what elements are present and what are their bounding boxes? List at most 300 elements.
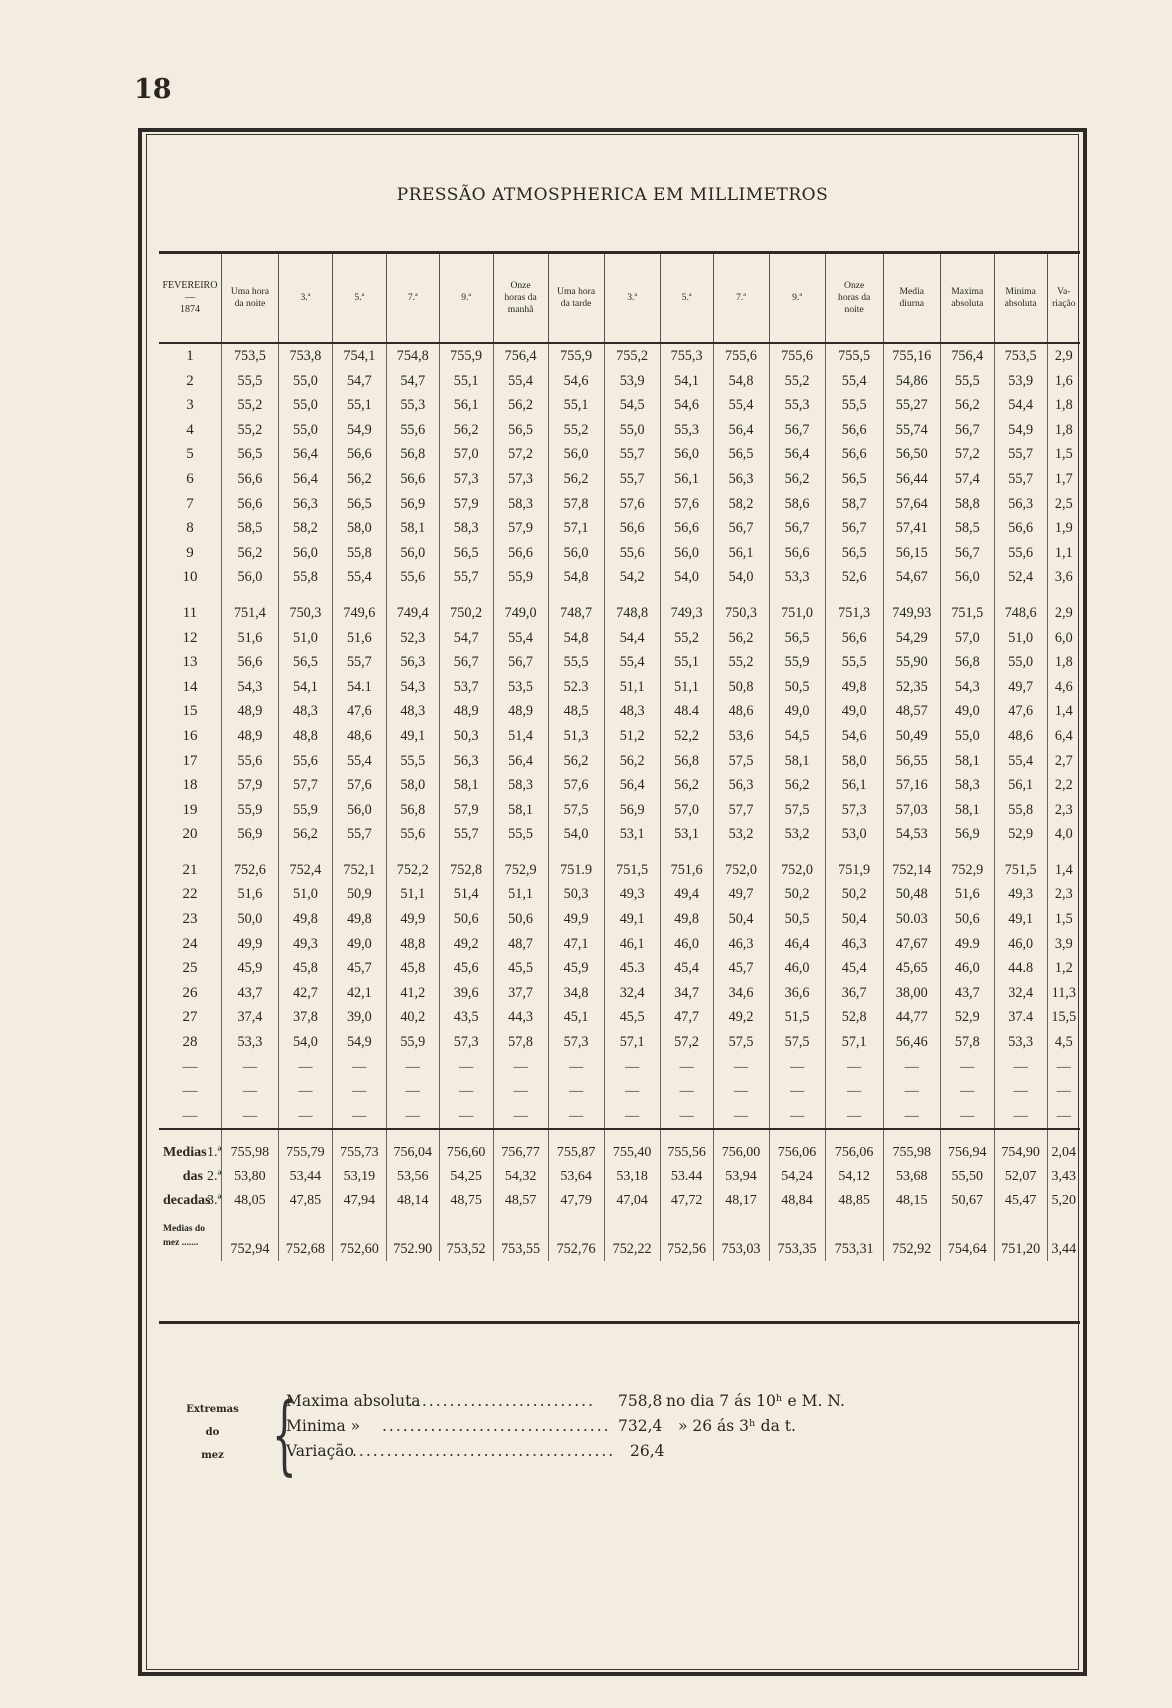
day-row (159, 773, 1080, 798)
spacer-cell (386, 1129, 439, 1141)
pressure-value: 49,9 (221, 932, 278, 957)
spacer-cell (994, 1129, 1047, 1141)
pressure-value: 2,9 (1047, 343, 1080, 369)
header-col: Uma hora da tarde (548, 254, 604, 343)
pressure-value: 57,2 (940, 442, 994, 467)
pressure-value: 58,3 (493, 492, 548, 517)
spacer-cell (940, 847, 994, 858)
pressure-value: 57,8 (493, 1030, 548, 1055)
pressure-value: 56,3 (278, 492, 332, 517)
pressure-value: 57,6 (548, 773, 604, 798)
spacer-cell (883, 590, 940, 601)
pressure-value: 56,7 (713, 516, 769, 541)
pressure-value: 56,4 (278, 442, 332, 467)
decade-mean-label (159, 1165, 221, 1189)
pressure-value: 49,0 (940, 699, 994, 724)
pressure-value: 52,4 (994, 565, 1047, 590)
pressure-value: 54,0 (548, 822, 604, 847)
pressure-value: 56,0 (548, 442, 604, 467)
pressure-value: 48,6 (332, 724, 386, 749)
month-mean-value: 752,68 (278, 1213, 332, 1261)
pressure-value: 55,5 (493, 822, 548, 847)
dash-cell: — (825, 1104, 883, 1130)
pressure-value: 56,2 (221, 541, 278, 566)
pressure-value: 37,8 (278, 1005, 332, 1030)
spacer-cell (332, 847, 386, 858)
pressure-value: 55,3 (769, 393, 825, 418)
pressure-value: 52,6 (825, 565, 883, 590)
pressure-value: 56,5 (825, 541, 883, 566)
dash-cell: — (769, 1104, 825, 1130)
pressure-value: 54,1 (660, 369, 713, 394)
pressure-value: 57,6 (604, 492, 660, 517)
pressure-value: 50,4 (713, 907, 769, 932)
pressure-value: 1,7 (1047, 467, 1080, 492)
day-row (159, 1005, 1080, 1030)
pressure-value: 52,9 (994, 822, 1047, 847)
header-col: 3.ª (278, 254, 332, 343)
pressure-value: 56,2 (548, 467, 604, 492)
pressure-value: 752,6 (221, 858, 278, 883)
pressure-value: 49,3 (994, 882, 1047, 907)
pressure-value: 55,7 (332, 822, 386, 847)
spacer-cell (221, 1129, 278, 1141)
pressure-value: 38,00 (883, 981, 940, 1006)
pressure-value: 56,6 (221, 467, 278, 492)
extreme-value: 732,4 (618, 1417, 663, 1435)
day-number: 3 (186, 397, 194, 414)
pressure-value: 755,6 (769, 343, 825, 369)
pressure-value: 56,8 (940, 650, 994, 675)
extreme-dots: ...................................... (352, 1442, 616, 1460)
pressure-value: 58,0 (825, 749, 883, 774)
pressure-value: 755,16 (883, 343, 940, 369)
spacer-cell (1047, 1129, 1080, 1141)
extreme-note: no dia 7 ás 10ʰ e M. N. (666, 1392, 845, 1410)
pressure-value: 48,9 (439, 699, 493, 724)
pressure-value: 51,1 (493, 882, 548, 907)
pressure-value: 39,6 (439, 981, 493, 1006)
pressure-value: 43,7 (221, 981, 278, 1006)
pressure-value: 55,9 (493, 565, 548, 590)
pressure-value: 37.4 (994, 1005, 1047, 1030)
pressure-value: 52,3 (386, 626, 439, 651)
page-number: 18 (134, 74, 172, 105)
day-number: 12 (182, 629, 198, 646)
pressure-value: 54,8 (548, 565, 604, 590)
extreme-note: » 26 ás 3ʰ da t. (678, 1417, 796, 1435)
decade-mean-value: 47,79 (548, 1189, 604, 1213)
pressure-value: 749,0 (493, 601, 548, 626)
spacer-cell (769, 847, 825, 858)
decade-mean-value: 54,24 (769, 1165, 825, 1189)
pressure-value: 58,6 (769, 492, 825, 517)
decade-mean-value: 3,43 (1047, 1165, 1080, 1189)
day-row (159, 699, 1080, 724)
pressure-value: 56,5 (439, 541, 493, 566)
extremes-label (175, 1398, 250, 1467)
month-mean-value: 752.90 (386, 1213, 439, 1261)
pressure-value: 751,5 (994, 858, 1047, 883)
month-mean-value: 754,64 (940, 1213, 994, 1261)
pressure-value: 45,8 (278, 956, 332, 981)
pressure-value: 1,4 (1047, 858, 1080, 883)
pressure-value: 55,74 (883, 418, 940, 443)
pressure-value: 56,2 (278, 822, 332, 847)
pressure-value: 53,1 (660, 822, 713, 847)
pressure-value: 55,4 (493, 626, 548, 651)
pressure-value: 752,2 (386, 858, 439, 883)
pressure-value: 50,3 (548, 882, 604, 907)
decade-mean-value: 47,72 (660, 1189, 713, 1213)
pressure-value: 50,6 (493, 907, 548, 932)
pressure-value: 58,1 (940, 749, 994, 774)
pressure-value: 55,0 (278, 393, 332, 418)
pressure-value: 45,6 (439, 956, 493, 981)
pressure-value: 56,6 (332, 442, 386, 467)
spacer-cell (940, 1129, 994, 1141)
decade-mean-value: 47,94 (332, 1189, 386, 1213)
pressure-value: 56,7 (940, 418, 994, 443)
pressure-value: 34,6 (713, 981, 769, 1006)
decade-mean-value: 755,73 (332, 1141, 386, 1165)
dash-cell: — (221, 1104, 278, 1130)
pressure-value: 55,4 (825, 369, 883, 394)
extreme-dots: ........................... (408, 1392, 596, 1410)
pressure-value: 58,0 (386, 773, 439, 798)
pressure-value: 55,7 (994, 467, 1047, 492)
decade-mean-value: 53,94 (713, 1165, 769, 1189)
decade-mean-value: 5,20 (1047, 1189, 1080, 1213)
pressure-value: 52,2 (660, 724, 713, 749)
pressure-value: 751.9 (548, 858, 604, 883)
spacer-cell (439, 1129, 493, 1141)
pressure-value: 47,6 (994, 699, 1047, 724)
pressure-value: 55,90 (883, 650, 940, 675)
spacer-cell (713, 847, 769, 858)
pressure-value: 50,5 (769, 675, 825, 700)
spacer-row (159, 847, 1080, 858)
pressure-value: 1,4 (1047, 699, 1080, 724)
table-title: PRESSÃO ATMOSPHERICA EM MILLIMETROS (396, 185, 829, 205)
pressure-value: 57,7 (713, 798, 769, 823)
pressure-value: 53,5 (493, 675, 548, 700)
pressure-value: 34,7 (660, 981, 713, 1006)
pressure-value: 55,1 (660, 650, 713, 675)
pressure-value: 57,0 (439, 442, 493, 467)
pressure-value: 45,7 (713, 956, 769, 981)
header-col: 5.ª (332, 254, 386, 343)
dash-cell: — (182, 1058, 198, 1075)
day-number: 18 (182, 777, 198, 794)
decade-mean-value: 53.44 (660, 1165, 713, 1189)
pressure-value: 49,7 (713, 882, 769, 907)
pressure-value: 56,6 (221, 492, 278, 517)
dash-cell: — (493, 1055, 548, 1080)
pressure-value: 50,6 (439, 907, 493, 932)
pressure-value: 48,3 (278, 699, 332, 724)
dash-cell: — (386, 1055, 439, 1080)
day-row (159, 956, 1080, 981)
extremes-label-line: Extremas (186, 1404, 239, 1415)
pressure-value: 57,5 (713, 1030, 769, 1055)
pressure-value: 50,4 (825, 907, 883, 932)
pressure-value: 56,44 (883, 467, 940, 492)
pressure-value: 55,5 (825, 650, 883, 675)
pressure-value: 55,8 (994, 798, 1047, 823)
spacer-cell (994, 847, 1047, 858)
pressure-value: 53,3 (994, 1030, 1047, 1055)
pressure-value: 58,1 (386, 516, 439, 541)
pressure-value: 56,5 (825, 467, 883, 492)
spacer-cell (332, 1129, 386, 1141)
pressure-value: 49,8 (660, 907, 713, 932)
pressure-value: 57,1 (604, 1030, 660, 1055)
decade-mean-value: 48,15 (883, 1189, 940, 1213)
dash-cell: — (994, 1055, 1047, 1080)
pressure-value: 45,5 (493, 956, 548, 981)
decade-mean-value: 755,98 (883, 1141, 940, 1165)
pressure-value: 56,1 (825, 773, 883, 798)
month-mean-value: 752,22 (604, 1213, 660, 1261)
pressure-value: 56,9 (386, 492, 439, 517)
pressure-value: 39,0 (332, 1005, 386, 1030)
pressure-value: 756,4 (493, 343, 548, 369)
pressure-value: 48,8 (278, 724, 332, 749)
pressure-value: 51,3 (548, 724, 604, 749)
pressure-value: 54,8 (713, 369, 769, 394)
header-year: 1874 (179, 304, 200, 315)
pressure-value: 56,3 (713, 467, 769, 492)
pressure-value: 49,4 (660, 882, 713, 907)
pressure-table (159, 254, 1080, 1261)
day-number: 15 (182, 703, 198, 720)
pressure-value: 55,1 (332, 393, 386, 418)
decade-mean-value: 755,40 (604, 1141, 660, 1165)
decade-ordinal: 3.ª (207, 1193, 222, 1209)
dash-cell: — (660, 1055, 713, 1080)
pressure-value: 56,0 (386, 541, 439, 566)
extreme-row-variation (286, 1442, 665, 1460)
pressure-value: 57,16 (883, 773, 940, 798)
dash-cell: — (439, 1104, 493, 1130)
header-col: 7.ª (386, 254, 439, 343)
day-number: 22 (182, 886, 198, 903)
pressure-value: 44,77 (883, 1005, 940, 1030)
pressure-value: 49,8 (332, 907, 386, 932)
pressure-value: 55,2 (713, 650, 769, 675)
dash-cell: — (386, 1104, 439, 1130)
pressure-value: 49,9 (548, 907, 604, 932)
pressure-value: 54,0 (713, 565, 769, 590)
header-col: 9.ª (439, 254, 493, 343)
pressure-value: 48,9 (221, 724, 278, 749)
extreme-label: Maxima absoluta (286, 1392, 421, 1410)
pressure-value: 48,3 (386, 699, 439, 724)
spacer-cell (278, 847, 332, 858)
pressure-value: 750,3 (278, 601, 332, 626)
dash-cell: — (825, 1055, 883, 1080)
pressure-value: 48,57 (883, 699, 940, 724)
pressure-value: 54,0 (278, 1030, 332, 1055)
day-number: 5 (186, 446, 194, 463)
pressure-value: 49,1 (994, 907, 1047, 932)
pressure-value: 1,9 (1047, 516, 1080, 541)
pressure-value: 43,5 (439, 1005, 493, 1030)
pressure-value: 56,6 (825, 626, 883, 651)
pressure-value: 57,9 (439, 492, 493, 517)
pressure-value: 6,0 (1047, 626, 1080, 651)
spacer-cell (332, 590, 386, 601)
day-number: 1 (186, 348, 194, 364)
dash-cell: — (713, 1079, 769, 1104)
pressure-value: 58,5 (221, 516, 278, 541)
pressure-value: 1,2 (1047, 956, 1080, 981)
day-row (159, 798, 1080, 823)
pressure-value: 50,2 (825, 882, 883, 907)
day-number: 11 (182, 604, 198, 621)
pressure-value: 54,2 (604, 565, 660, 590)
day-row (159, 858, 1080, 883)
spacer-cell (548, 847, 604, 858)
pressure-value: 57,6 (332, 773, 386, 798)
pressure-value: 3,6 (1047, 565, 1080, 590)
pressure-value: 55,2 (221, 418, 278, 443)
pressure-value: 55,0 (604, 418, 660, 443)
pressure-value: 55,4 (713, 393, 769, 418)
pressure-value: 50,6 (940, 907, 994, 932)
pressure-value: 55,4 (604, 650, 660, 675)
decade-mean-value: 55,50 (940, 1165, 994, 1189)
pressure-value: 49,3 (278, 932, 332, 957)
pressure-value: 55,4 (994, 749, 1047, 774)
day-row (159, 724, 1080, 749)
pressure-value: 56,3 (713, 773, 769, 798)
pressure-value: 55,9 (386, 1030, 439, 1055)
dash-cell: — (278, 1055, 332, 1080)
pressure-value: 58,1 (439, 773, 493, 798)
pressure-value: 56,4 (604, 773, 660, 798)
decade-mean-value: 755,56 (660, 1141, 713, 1165)
dash-cell: — (604, 1104, 660, 1130)
decade-mean-value: 53,18 (604, 1165, 660, 1189)
pressure-value: 46,0 (660, 932, 713, 957)
pressure-value: 55,8 (332, 541, 386, 566)
pressure-value: 751,3 (825, 601, 883, 626)
decade-mean-value: 53,80 (221, 1165, 278, 1189)
pressure-value: 57,3 (825, 798, 883, 823)
pressure-value: 56,5 (493, 418, 548, 443)
decade-mean-label (159, 1141, 221, 1165)
pressure-value: 56,0 (278, 541, 332, 566)
pressure-value: 55,27 (883, 393, 940, 418)
pressure-value: 755,2 (604, 343, 660, 369)
pressure-value: 51,5 (769, 1005, 825, 1030)
pressure-value: 48,9 (493, 699, 548, 724)
pressure-value: 53,6 (713, 724, 769, 749)
spacer-cell (548, 590, 604, 601)
pressure-value: 49,7 (994, 675, 1047, 700)
day-number: 9 (186, 544, 194, 561)
decade-mean-value: 48,85 (825, 1189, 883, 1213)
pressure-value: 754,8 (386, 343, 439, 369)
pressure-value: 55,6 (386, 822, 439, 847)
day-number: 8 (186, 520, 194, 537)
header-month (159, 254, 221, 343)
pressure-value: 43,7 (940, 981, 994, 1006)
month-mean-label-line: mez ....... (163, 1238, 199, 1249)
spacer-cell (439, 590, 493, 601)
pressure-value: 51,0 (278, 882, 332, 907)
pressure-value: 56,8 (386, 798, 439, 823)
pressure-value: 56,2 (548, 749, 604, 774)
pressure-value: 45,9 (221, 956, 278, 981)
pressure-value: 45.3 (604, 956, 660, 981)
dash-cell: — (769, 1079, 825, 1104)
header-col: Onze horas da manhã (493, 254, 548, 343)
pressure-value: 753,5 (994, 343, 1047, 369)
pressure-value: 46,1 (604, 932, 660, 957)
pressure-value: 47,6 (332, 699, 386, 724)
pressure-value: 58,0 (332, 516, 386, 541)
header-month-name: FEVEREIRO (162, 280, 218, 291)
pressure-value: 57,9 (439, 798, 493, 823)
decade-mean-value: 53,56 (386, 1165, 439, 1189)
month-mean-value: 752,94 (221, 1213, 278, 1261)
decade-mean-value: 756,77 (493, 1141, 548, 1165)
pressure-value: 51,4 (439, 882, 493, 907)
day-row (159, 516, 1080, 541)
pressure-value: 57,03 (883, 798, 940, 823)
pressure-value: 2,5 (1047, 492, 1080, 517)
pressure-value: 34,8 (548, 981, 604, 1006)
pressure-value: 55,0 (940, 724, 994, 749)
pressure-value: 755,6 (713, 343, 769, 369)
pressure-value: 749,4 (386, 601, 439, 626)
pressure-value: 54,3 (940, 675, 994, 700)
pressure-value: 54,7 (332, 369, 386, 394)
decade-mean-value: 756,00 (713, 1141, 769, 1165)
pressure-value: 55,6 (221, 749, 278, 774)
pressure-value: 58,3 (439, 516, 493, 541)
pressure-value: 751,5 (604, 858, 660, 883)
pressure-value: 55,7 (332, 650, 386, 675)
pressure-value: 57,64 (883, 492, 940, 517)
pressure-value: 55,5 (221, 369, 278, 394)
pressure-value: 56,6 (604, 516, 660, 541)
pressure-value: 51,2 (604, 724, 660, 749)
pressure-value: 55,9 (278, 798, 332, 823)
pressure-value: 58,2 (713, 492, 769, 517)
pressure-value: 56,15 (883, 541, 940, 566)
decade-mean-label-word: das (182, 1169, 203, 1185)
pressure-value: 54,4 (994, 393, 1047, 418)
decade-mean-value: 48,17 (713, 1189, 769, 1213)
pressure-value: 54,6 (660, 393, 713, 418)
pressure-value: 56,6 (825, 418, 883, 443)
decade-mean-row (159, 1189, 1080, 1213)
pressure-value: 56,3 (439, 749, 493, 774)
pressure-value: 37,7 (493, 981, 548, 1006)
day-row (159, 541, 1080, 566)
pressure-value: 751,4 (221, 601, 278, 626)
decade-mean-value: 45,47 (994, 1189, 1047, 1213)
spacer-cell (604, 590, 660, 601)
day-number: 20 (182, 826, 198, 843)
month-mean-value: 753,35 (769, 1213, 825, 1261)
pressure-value: 54,67 (883, 565, 940, 590)
dash-cell: — (940, 1055, 994, 1080)
